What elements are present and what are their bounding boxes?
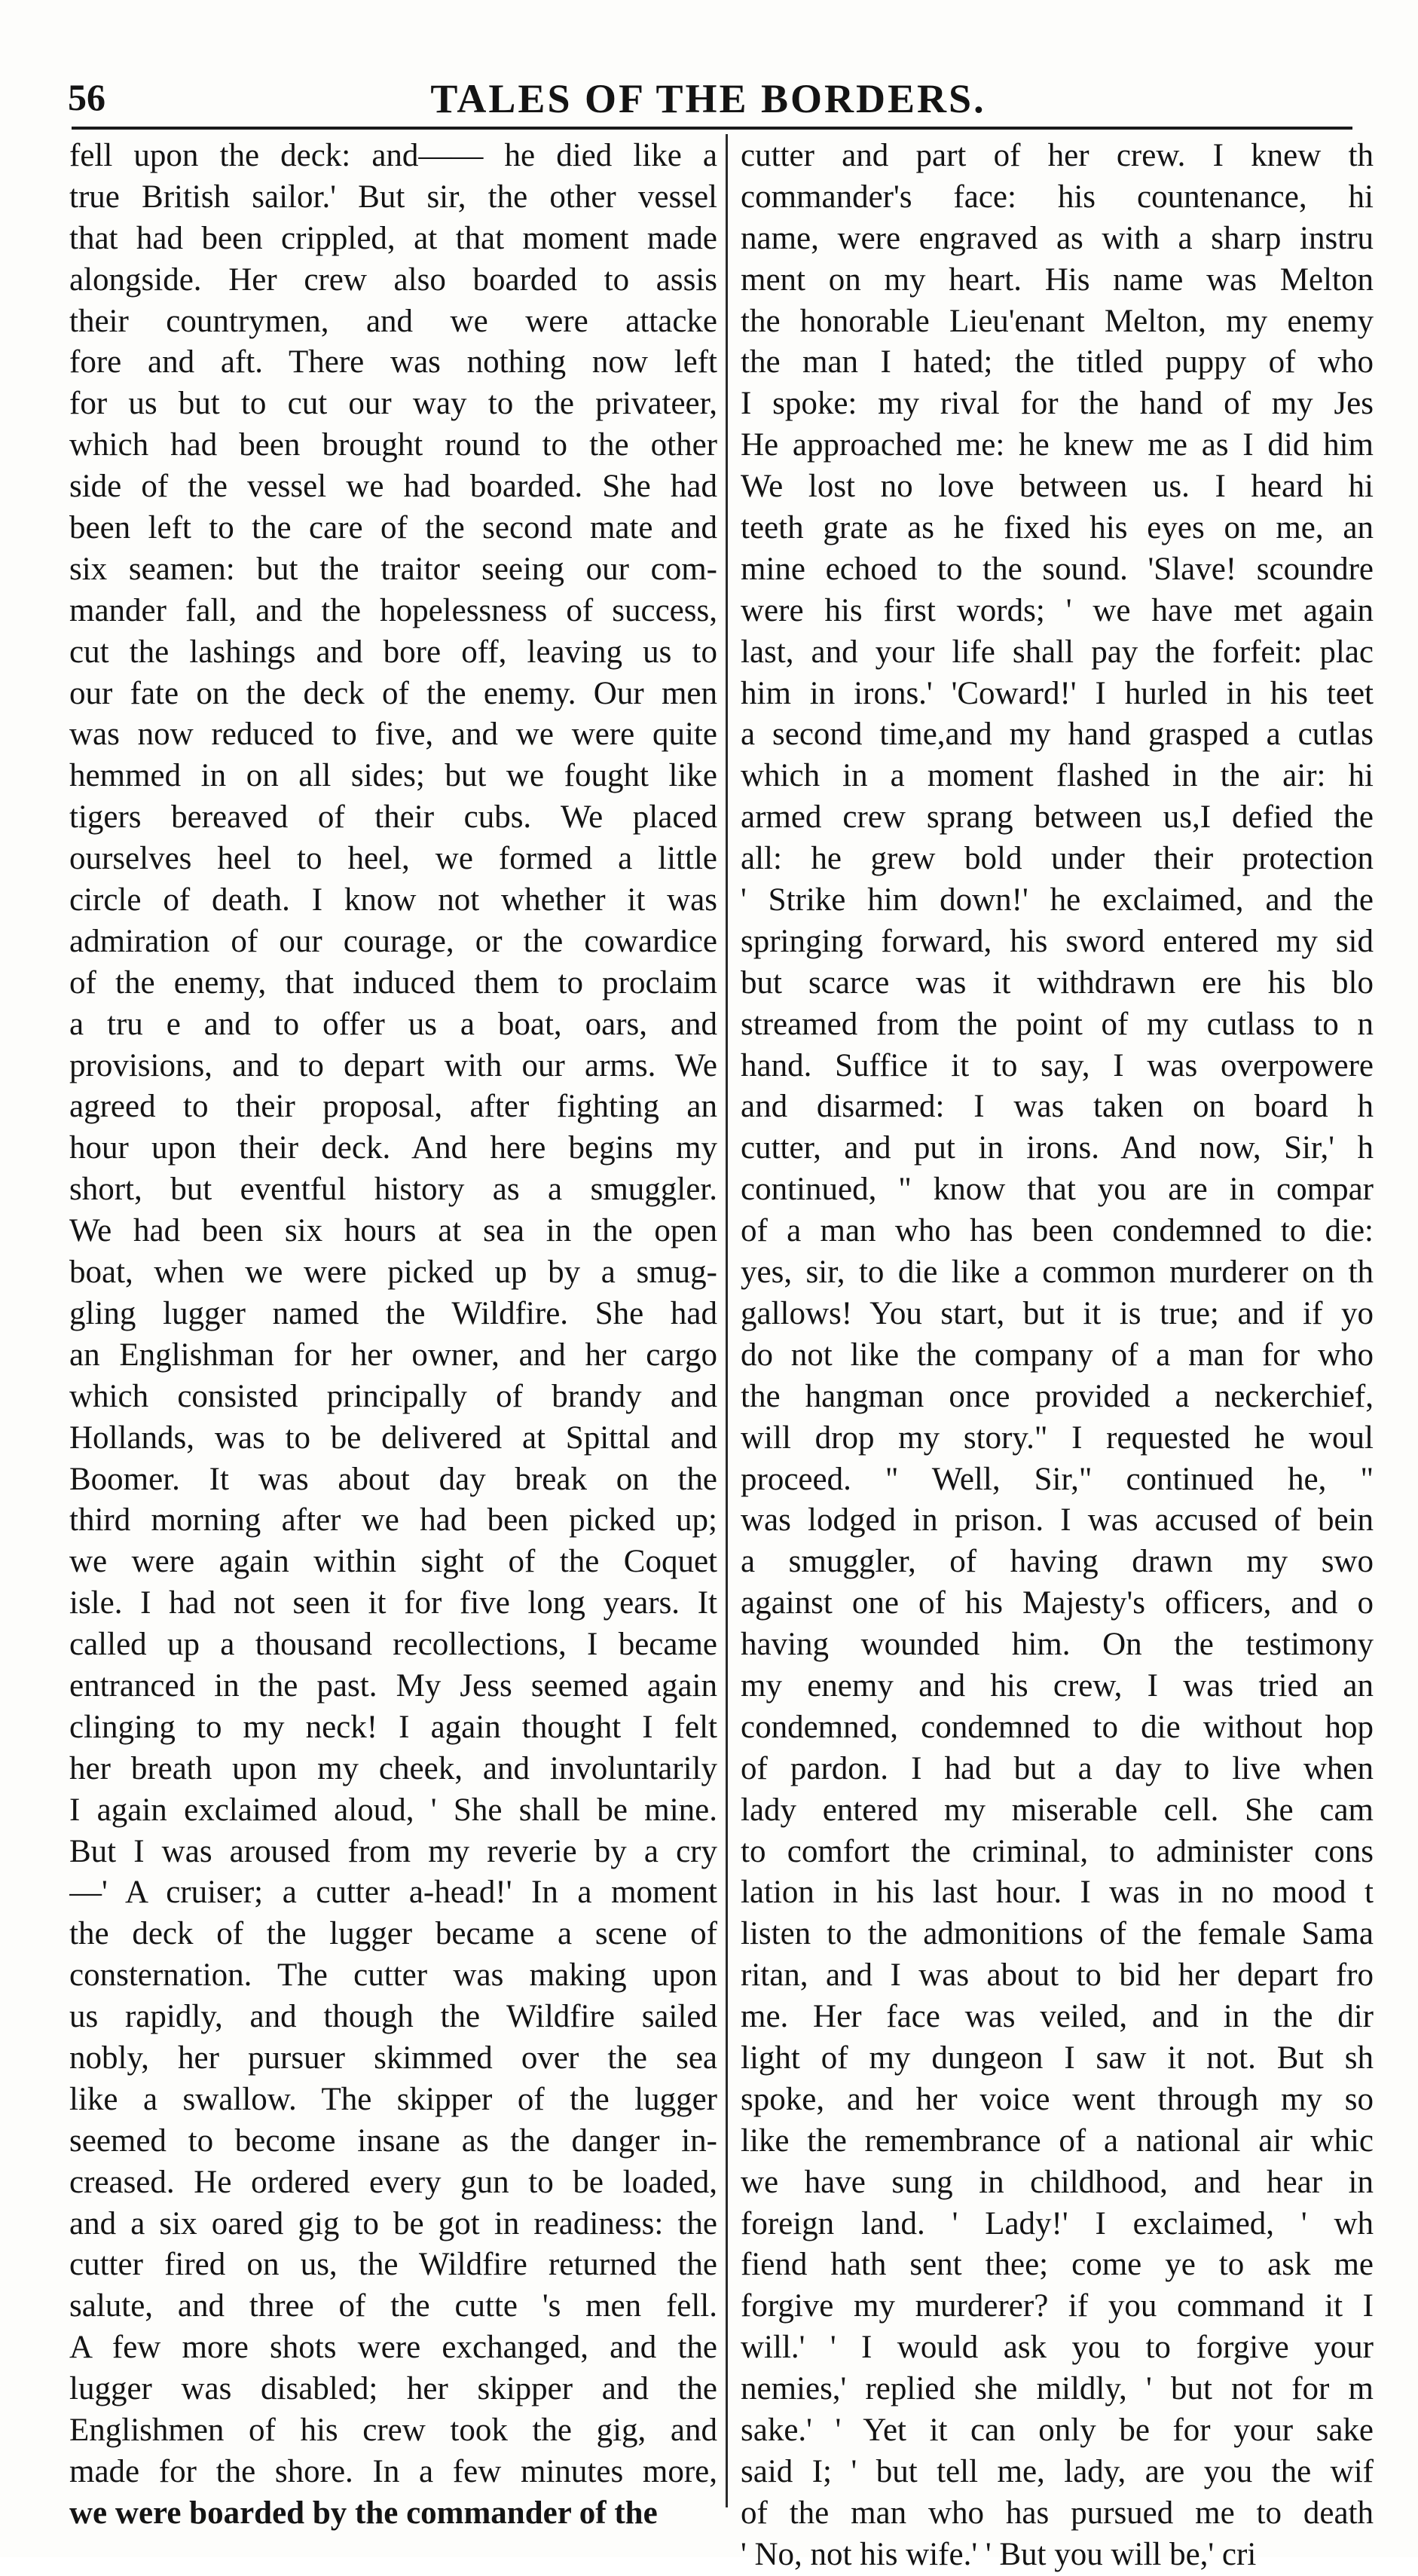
text-line: spoke, and her voice went through my so <box>741 2081 1374 2117</box>
text-line: that had been crippled, at that moment made <box>69 220 717 256</box>
text-line: and a six oared gig to be got in readiness: the <box>69 2205 717 2241</box>
text-line: a smuggler, of having drawn my swo <box>741 1544 1374 1580</box>
page-number: 56 <box>68 76 105 118</box>
text-line: short, but eventful history as a smuggler. <box>69 1172 717 1208</box>
text-line: forgive my murderer? if you command it I <box>741 2288 1374 2324</box>
text-line: will.' ' I would ask you to forgive your <box>741 2330 1374 2366</box>
text-line: an Englishman for her owner, and her cargo <box>69 1337 717 1373</box>
text-line: fiend hath sent thee; come ye to ask me <box>741 2247 1374 2283</box>
text-line: fell upon the deck: and—— he died like a <box>69 138 717 173</box>
text-line: of pardon. I had but a day to live when <box>741 1750 1374 1786</box>
text-line: ourselves heel to heel, we formed a little <box>69 841 717 877</box>
text-line: condemned, condemned to die without hop <box>741 1709 1374 1745</box>
text-line: was now reduced to five, and we were quite <box>69 717 717 753</box>
text-line: teeth grate as he fixed his eyes on me, an <box>741 510 1374 546</box>
text-line: of a man who has been condemned to die: <box>741 1213 1374 1249</box>
text-line: and disarmed: I was taken on board h <box>741 1089 1374 1125</box>
text-line: him in irons.' 'Coward!' I hurled in his teet <box>741 675 1374 711</box>
text-line: mander fall, and the hopelessness of success, <box>69 592 717 628</box>
text-line: the deck of the lugger became a scene of <box>69 1916 717 1952</box>
text-line: alongside. Her crew also boarded to assis <box>69 261 717 298</box>
text-line: springing forward, his sword entered my sid <box>741 923 1374 959</box>
text-line: proceed. " Well, Sir," continued he, " <box>741 1461 1374 1497</box>
text-line: yes, sir, to die like a common murderer on th <box>741 1254 1374 1291</box>
text-line: which consisted principally of brandy and <box>69 1378 717 1414</box>
text-line: their countrymen, and we were attacke <box>69 303 717 339</box>
text-line: hour upon their deck. And here begins my <box>69 1130 717 1166</box>
text-line: hemmed in on all sides; but we fought like <box>69 758 717 794</box>
text-line: Hollands, was to be delivered at Spittal and <box>69 1419 717 1456</box>
text-line: against one of his Majesty's officers, and o <box>741 1585 1374 1621</box>
text-line: which had been brought round to the other <box>69 427 717 463</box>
text-line: isle. I had not seen it for five long years. It <box>69 1585 717 1621</box>
text-line: was lodged in prison. I was accused of bein <box>741 1502 1374 1539</box>
text-line: having wounded him. On the testimony <box>741 1627 1374 1663</box>
text-line: Boomer. It was about day break on the <box>69 1461 717 1497</box>
text-line: which in a moment flashed in the air: hi <box>741 758 1374 794</box>
text-line: salute, and three of the cutte 's men fell. <box>69 2288 717 2324</box>
text-line: cut the lashings and bore off, leaving us to <box>69 634 717 670</box>
text-line: made for the shore. In a few minutes more, <box>69 2453 717 2489</box>
text-line: circle of death. I know not whether it was <box>69 882 717 918</box>
text-line: commander's face: his countenance, hi <box>741 179 1374 215</box>
text-line: continued, " know that you are in compar <box>741 1172 1374 1208</box>
text-line: fore and aft. There was nothing now left <box>69 344 717 380</box>
text-line: me. Her face was veiled, and in the dir <box>741 1999 1374 2035</box>
text-line: ritan, and I was about to bid her depart fro <box>741 1957 1374 1994</box>
text-line: clinging to my neck! I again thought I felt <box>69 1709 717 1745</box>
text-line: a second time,and my hand grasped a cutlas <box>741 717 1374 753</box>
running-head: TALES OF THE BORDERS. <box>430 76 986 121</box>
text-line: us rapidly, and though the Wildfire sailed <box>69 1999 717 2035</box>
text-line: side of the vessel we had boarded. She had <box>69 469 717 505</box>
text-line: all: he grew bold under their protection <box>741 841 1374 877</box>
text-line: we were boarded by the commander of the <box>69 2495 658 2531</box>
text-line: light of my dungeon I saw it not. But sh <box>741 2040 1374 2076</box>
text-line: He approached me: he knew me as I did him <box>741 427 1374 463</box>
text-line: last, and your life shall pay the forfeit: plac <box>741 634 1374 670</box>
text-line: like the remembrance of a national air whic <box>741 2122 1374 2159</box>
text-line: ' No, not his wife.' ' But you will be,' cri <box>741 2536 1257 2572</box>
text-line: But I was aroused from my reverie by a cry <box>69 1833 717 1869</box>
text-line: —' A cruiser; a cutter a-head!' In a moment <box>69 1875 717 1911</box>
text-line: entranced in the past. My Jess seemed again <box>69 1667 717 1704</box>
text-line: mine echoed to the sound. 'Slave! scoundre <box>741 551 1374 587</box>
text-line: the man I hated; the titled puppy of who <box>741 344 1374 380</box>
text-line: said I; ' but tell me, lady, are you the wif <box>741 2453 1374 2489</box>
text-line: true British sailor.' But sir, the other vessel <box>69 179 717 215</box>
text-line: lugger was disabled; her skipper and the <box>69 2371 717 2407</box>
text-line: nemies,' replied she mildly, ' but not for m <box>741 2371 1374 2407</box>
text-line: six seamen: but the traitor seeing our com- <box>69 551 717 587</box>
text-line: been left to the care of the second mate and <box>69 510 717 546</box>
text-line: do not like the company of a man for who <box>741 1337 1374 1373</box>
text-line: listen to the admonitions of the female Sama <box>741 1916 1374 1952</box>
text-line: but scarce was it withdrawn ere his blo <box>741 964 1374 1001</box>
text-line: ment on my heart. His name was Melton <box>741 261 1374 298</box>
text-line: my enemy and his crew, I was tried an <box>741 1667 1374 1704</box>
text-line: the honorable Lieu'enant Melton, my enemy <box>741 303 1374 339</box>
text-line: streamed from the point of my cutlass to n <box>741 1006 1374 1042</box>
text-line: name, were engraved as with a sharp instru <box>741 220 1374 256</box>
text-line: A few more shots were exchanged, and the <box>69 2330 717 2366</box>
text-line: cutter, and put in irons. And now, Sir,' h <box>741 1130 1374 1166</box>
text-line: cutter fired on us, the Wildfire returned the <box>69 2247 717 2283</box>
text-line: cutter and part of her crew. I knew th <box>741 138 1374 173</box>
text-line: we were again within sight of the Coquet <box>69 1544 717 1580</box>
text-line: will drop my story." I requested he woul <box>741 1419 1374 1456</box>
text-line: gling lugger named the Wildfire. She had <box>69 1295 717 1331</box>
text-line: gallows! You start, but it is true; and if yo <box>741 1295 1374 1331</box>
text-line: agreed to their proposal, after fighting an <box>69 1089 717 1125</box>
page-header <box>68 75 1349 128</box>
text-line: boat, when we were picked up by a smug- <box>69 1254 717 1291</box>
text-line: I again exclaimed aloud, ' She shall be mine. <box>69 1792 717 1828</box>
text-line: called up a thousand recollections, I became <box>69 1627 717 1663</box>
text-line: of the enemy, that induced them to proclaim <box>69 964 717 1001</box>
text-line: a tru e and to offer us a boat, oars, and <box>69 1006 717 1042</box>
text-line: admiration of our courage, or the cowardice <box>69 923 717 959</box>
column-divider <box>726 134 728 2507</box>
text-line: tigers bereaved of their cubs. We placed <box>69 799 717 836</box>
text-line: third morning after we had been picked up; <box>69 1502 717 1539</box>
text-line: We lost no love between us. I heard hi <box>741 469 1374 505</box>
text-line: we have sung in childhood, and hear in <box>741 2164 1374 2200</box>
text-line: I spoke: my rival for the hand of my Jes <box>741 386 1374 422</box>
text-line: our fate on the deck of the enemy. Our men <box>69 675 717 711</box>
text-line: seemed to become insane as the danger in- <box>69 2122 717 2159</box>
text-line: of the man who has pursued me to death <box>741 2495 1374 2531</box>
text-line: her breath upon my cheek, and involuntarily <box>69 1750 717 1786</box>
text-line: for us but to cut our way to the privateer, <box>69 386 717 422</box>
text-line: like a swallow. The skipper of the lugger <box>69 2081 717 2117</box>
text-line: We had been six hours at sea in the open <box>69 1213 717 1249</box>
text-line: sake.' ' Yet it can only be for your sake <box>741 2412 1374 2448</box>
header-rule <box>72 127 1352 130</box>
text-line: the hangman once provided a neckerchief, <box>741 1378 1374 1414</box>
text-line: nobly, her pursuer skimmed over the sea <box>69 2040 717 2076</box>
left-column <box>69 136 717 2535</box>
text-line: creased. He ordered every gun to be loaded, <box>69 2164 717 2200</box>
text-line: consternation. The cutter was making upon <box>69 1957 717 1994</box>
text-line: to comfort the criminal, to administer cons <box>741 1833 1374 1869</box>
text-line: lady entered my miserable cell. She cam <box>741 1792 1374 1828</box>
right-column <box>741 136 1374 2576</box>
text-line: hand. Suffice it to say, I was overpowere <box>741 1047 1374 1083</box>
text-line: foreign land. ' Lady!' I exclaimed, ' wh <box>741 2205 1374 2241</box>
text-line: ' Strike him down!' he exclaimed, and the <box>741 882 1374 918</box>
text-line: lation in his last hour. I was in no mood t <box>741 1875 1374 1911</box>
text-line: Englishmen of his crew took the gig, and <box>69 2412 717 2448</box>
text-line: armed crew sprang between us,I defied the <box>741 799 1374 836</box>
text-line: were his first words; ' we have met again <box>741 592 1374 628</box>
text-line: provisions, and to depart with our arms. We <box>69 1047 717 1083</box>
